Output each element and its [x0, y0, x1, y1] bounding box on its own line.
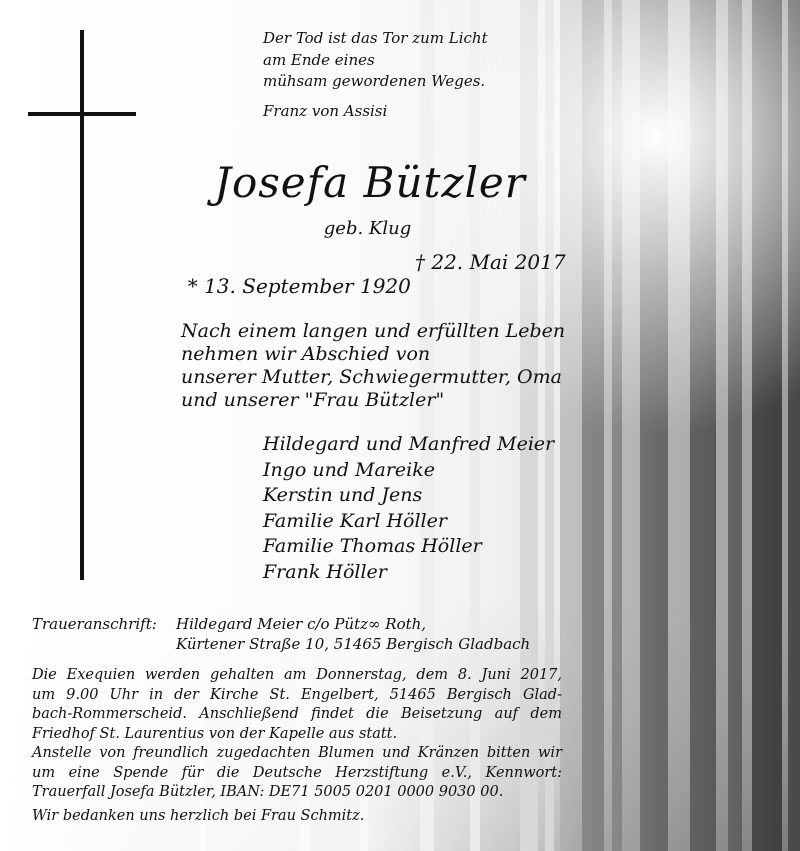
birth-date: * 13. September 1920 [187, 274, 411, 298]
exequien-paragraph [32, 666, 562, 744]
exequien-line: bach-Rommerscheid. Anschließend findet die Beisetzung auf dem [32, 706, 562, 722]
donation-line: Trauerfall Josefa Bützler, IBAN: DE71 5005 0201 0000 9030 00. [32, 784, 504, 800]
farewell-line: nehmen wir Abschied von [181, 343, 431, 365]
exequien-line: um 9.00 Uhr in der Kirche St. Engelbert, 51465 Bergisch Glad- [32, 686, 562, 703]
mourner: Familie Karl Höller [263, 509, 447, 532]
thanks-text: Wir bedanken uns herzlich bei Frau Schmitz. [32, 808, 365, 824]
exequien-line: Friedhof St. Laurentius von der Kapelle aus statt. [32, 725, 398, 742]
farewell-line: unserer Mutter, Schwiegermutter, Oma [181, 366, 562, 388]
death-date: † 22. Mai 2017 [415, 250, 566, 274]
birth-name: geb. Klug [323, 218, 412, 239]
quote-line: am Ende eines [263, 50, 375, 69]
mourner: Familie Thomas Höller [263, 535, 482, 557]
farewell-line: und unserer "Frau Bützler" [181, 389, 445, 411]
mourners-list [263, 432, 554, 585]
life-dates [175, 250, 566, 322]
donation-paragraph [32, 744, 562, 803]
donation-line: Anstelle von freundlich zugedachten Blumen und Kränzen bitten wir [32, 745, 562, 761]
quote-line: Der Tod ist das Tor zum Licht [263, 29, 488, 47]
quote-author: Franz von Assisi [263, 101, 388, 120]
cross-horizontal-bar [28, 112, 136, 116]
address-line-2: Kürtener Straße 10, 51465 Bergisch Gladbach [176, 635, 531, 653]
deceased-name: Josefa Bützler [214, 158, 526, 207]
quote-line: mühsam gewordenen Weges. [263, 72, 486, 90]
quote-block [263, 28, 488, 122]
mourner: Ingo und Mareike [263, 458, 436, 481]
exequien-line: Die Exequien werden gehalten am Donnerstag, dem 8. Juni 2017, [32, 667, 562, 683]
donation-line: um eine Spende für die Deutsche Herzstiftung e.V., Kennwort: [32, 764, 562, 781]
farewell-text [181, 320, 565, 412]
mourner: Hildegard und Manfred Meier [263, 433, 555, 455]
address-label: Traueranschrift: [32, 615, 157, 633]
farewell-line: Nach einem langen und erfüllten Leben [181, 320, 566, 342]
mourner: Kerstin und Jens [263, 484, 423, 506]
address-line-1: Hildegard Meier c/o Pütz∞ Roth, [176, 615, 427, 633]
mourner: Frank Höller [263, 560, 387, 583]
